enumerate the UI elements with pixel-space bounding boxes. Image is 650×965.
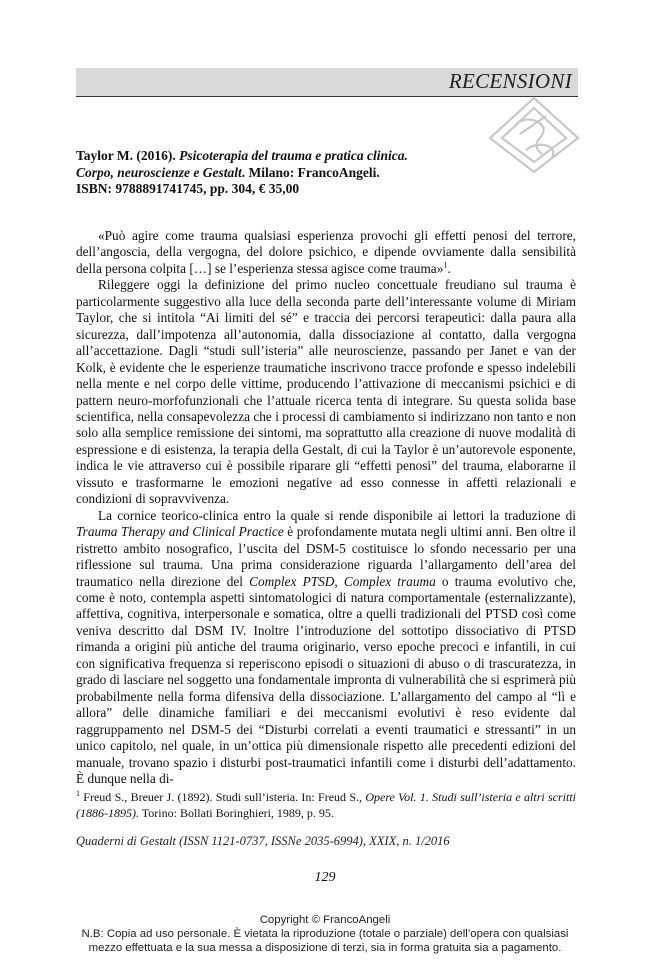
paragraph-1-end: . <box>447 260 451 276</box>
section-title: RECENSIONI <box>448 69 572 93</box>
section-header-band <box>76 68 578 97</box>
paragraph-3-text-a: La cornice teorico-clinica entro la quale si rende disponibile ai lettori la traduzione di <box>98 507 576 523</box>
isbn-line: ISBN: 9788891741745, pp. 304, € 35,00 <box>76 181 300 196</box>
page-number: 129 <box>314 870 336 885</box>
paragraph-1-text: «Può agire come trauma qualsiasi esperienza provochi gli effetti penosi del terrore, dell’angoscia, della vergogna, del dolore psichico, e dipende ovviamente dalla sensibilità della persona colpita […] se l’esperienza stessa agisce come trauma» <box>76 228 576 276</box>
footnote <box>76 786 576 821</box>
paragraph-3-sep: , <box>334 573 344 589</box>
paragraph-1 <box>76 228 576 277</box>
footnote-ref[interactable]: 1 <box>443 260 448 270</box>
copyright-line-3: mezzo effettuata e la sua messa a disposizione di terzi, sia in forma gratuita sia a pagamento. <box>88 942 562 954</box>
copyright-line-1: Copyright © FrancoAngeli <box>259 914 391 926</box>
bibliographic-reference <box>76 148 486 198</box>
biblio-line-2 <box>76 165 486 182</box>
author-year: Taylor M. (2016). <box>76 148 180 163</box>
paragraph-3-text-c: o trauma evolutivo che, come è noto, contempla aspetti sintomatologici di natura comportamentale (esternalizzante), affettiva, cognitiva, interpersonale e somatica, oltre a quelli tradizionali del PTSD così come veniva descritto dal DSM IV. Inoltre l’introduzione del sottotipo dissociativo di PTSD rimanda a origini più antiche del trauma originario, verso epoche precoci e infantili, in cui con significativa frequenza si reperiscono episodi o situazioni di abuso o di trascuratezza, in grado di lasciare nel soggetto una fondamentale impronta di vulnerabilità che si esprimerà più probabilmente nella forma difensiva della dissociazione. L’allargamento del campo al “lì e allora” delle dinamiche familiari e dei meccanismi evolutivi è reso evidente dal raggruppamento nel DSM-5 dei “Disturbi correlati a eventi traumatici e stressanti” in un unico capitolo, nel quale, in un’ottica più dimensionale rispetto alle precedenti edizioni del manuale, trovano spazio i disturbi post-traumatici infantili come i disturbi dell’adattamento. È dunque nella di- <box>76 573 577 786</box>
journal-citation: Quaderni di Gestalt (ISSN 1121-0737, ISSNe 2035-6994), XXIX, n. 1/2016 <box>76 834 450 848</box>
footnote-text-b: Torino: Bollati Boringhieri, 1989, p. 95. <box>139 806 334 820</box>
copyright-notice <box>0 913 650 955</box>
footnote-title: Opere Vol. 1. Studi sull’isteria e altri scritti (1886-1895). <box>76 790 577 820</box>
book-title-part1: Psicoterapia del trauma e pratica clinica. <box>179 148 408 163</box>
original-title: Trauma Therapy and Clinical Practice <box>76 524 284 540</box>
complex-ptsd-term: Complex PTSD <box>249 573 335 589</box>
review-body <box>76 228 576 787</box>
footnote-text-a: Freud S., Breuer J. (1892). Studi sull’isteria. In: Freud S., <box>80 790 366 804</box>
paragraph-2: Rileggere oggi la definizione del primo nucleo concettuale freudiano sul trauma è particolarmente suggestivo alla luce della seconda parte dell’interessante volume di Miriam Taylor, che si intitola “Ai limiti del sé” e traccia dei percorsi terapeutici: dalla paura alla sicurezza, dall’impotenza all’autonomia, dalla dissociazione al contatto, dalla vergogna all’accettazione. Dagli “studi sull’isteria” alle neuroscienze, passando per Janet e van der Kolk, è evidente che le esperienze traumatiche inscrivono tracce profonde e spesso indelebili nella mente e nel corpo delle vittime, producendo l’attivazione di meccanismi psichici e di pattern neuro-morfofunzionali che l’attuale ricerca tenta di integrare. Su questa solida base scientifica, nella consapevolezza che i processi di cambiamento si indirizzano non tanto e non solo alla semplice remissione dei sintomi, ma soprattutto alla creazione di nuove modalità di espressione e di esistenza, la terapia della Gestalt, di cui la Taylor è un’autorevole esponente, indica le vie attraverso cui è possibile riparare gli “effetti penosi” del trauma, elaborarne il vissuto e trasformarne le emozioni negative ad esso connesse in affetti relazionali e condizioni di sopravvivenza. <box>76 277 576 507</box>
paragraph-3-text-b: è profondamente mutata negli ultimi anni. Ben oltre il ristretto ambito nosografico, l’uscita del DSM-5 costituisce lo sfondo necessario per una riflessione sul trauma. Una prima considerazione riguarda l’allargamento dell’area del traumatico nella direzione del <box>76 524 576 589</box>
complex-trauma-term: Complex trauma <box>343 573 436 589</box>
book-title-part2: Corpo, neuroscienze e Gestalt <box>76 164 242 180</box>
copyright-line-2: N.B: Copia ad uso personale. È vietata la riproduzione (totale o parziale) dell’opera con qualsiasi <box>81 928 569 940</box>
footnote-number: 1 <box>76 789 80 798</box>
quaderni-gestalt-logo-icon <box>486 94 582 174</box>
publisher: . Milano: FrancoAngeli. <box>241 164 380 180</box>
paragraph-3 <box>76 508 576 788</box>
biblio-line-1 <box>76 148 486 165</box>
